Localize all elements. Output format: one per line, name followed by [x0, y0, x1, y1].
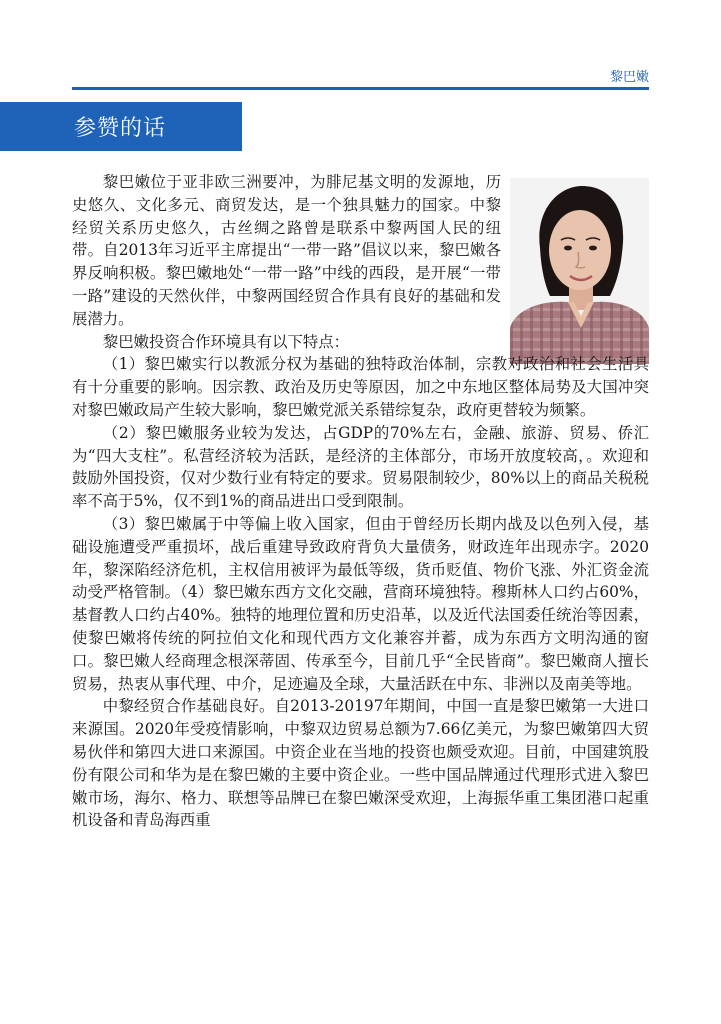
- article-body: [72, 171, 649, 832]
- paragraph-cooperation: 中黎经贸合作基础良好。自2013-20197年期间，中国一直是黎巴嫩第一大进口来源国。2020年受疫情影响，中黎双边贸易总额为7.66亿美元，为黎巴嫩第四大贸易伙伴和第四大进口来源国。中资企业在当地的投资也颇受欢迎。目前，中国建筑股份有限公司和华为是在黎巴嫩的主要中资企业。一些中国品牌通过代理形式进入黎巴嫩市场，海尔、格力、联想等品牌已在黎巴嫩深受欢迎，上海振华重工集团港口起重机设备和青岛海西重: [72, 697, 649, 830]
- paragraph-feature-3-4: （3）黎巴嫩属于中等偏上收入国家，但由于曾经历长期内战及以色列入侵，基础设施遭受严重损坏，战后重建导致政府背负大量债务，财政连年出现赤字。2020年，黎深陷经济危机，主权信用被评为最低等级，货币贬值、物价飞涨、外汇资金流动受严格管制。（4）黎巴嫩东西方文化交融，营商环境独特。穆斯林人口约占60%，基督教人口约占40%。独特的地理位置和历史沿革，以及近代法国委任统治等因素，使黎巴嫩将传统的阿拉伯文化和现代西方文化兼容并蓄，成为东西方文明沟通的窗口。黎巴嫩人经商理念根深蒂固、传承至今，目前几乎“全民皆商”。黎巴嫩商人擅长贸易，热衷从事代理、中介，足迹遍及全球，大量活跃在中东、非洲以及南美等地。: [72, 514, 649, 693]
- paragraph-features-heading: 黎巴嫩投资合作环境具有以下特点：: [102, 332, 350, 351]
- page-header-country: 黎巴嫩: [609, 70, 649, 85]
- paragraph-intro: 黎巴嫩位于亚非欧三洲要冲，为腓尼基文明的发源地，历史悠久、文化多元、商贸发达，是一个独具魅力的国家。中黎经贸关系历史悠久，古丝绸之路曾是联系中黎两国人民的纽带。自2013年习近平主席提出“一带一路”倡议以来，黎巴嫩各界反响积极。黎巴嫩地处“一带一路”中线的西段，是开展“一带一路”建设的天然伙伴，中黎两国经贸合作具有良好的基础和发展潜力。: [72, 173, 501, 328]
- section-title: 参赞的话: [74, 116, 167, 141]
- paragraph-feature-2: （2）黎巴嫩服务业较为发达，占GDP的70%左右，金融、旅游、贸易、侨汇为“四大支柱”。私营经济较为活跃，是经济的主体部分，市场开放度较高，。欢迎和鼓励外国投资，仅对少数行业有特定的要求。贸易限制较少，80%以上的商品关税税率不高于5%，仅不到1%的商品进出口受到限制。: [72, 423, 649, 511]
- header-divider: [72, 87, 649, 90]
- paragraph-feature-1: （1）黎巴嫩实行以教派分权为基础的独特政治体制，宗教对政治和社会生活具有十分重要的影响。因宗教、政治及历史等原因，加之中东地区整体局势及大国冲突对黎巴嫩政局产生较大影响，黎巴嫩党派关系错综复杂，政府更替较为频繁。: [72, 355, 649, 419]
